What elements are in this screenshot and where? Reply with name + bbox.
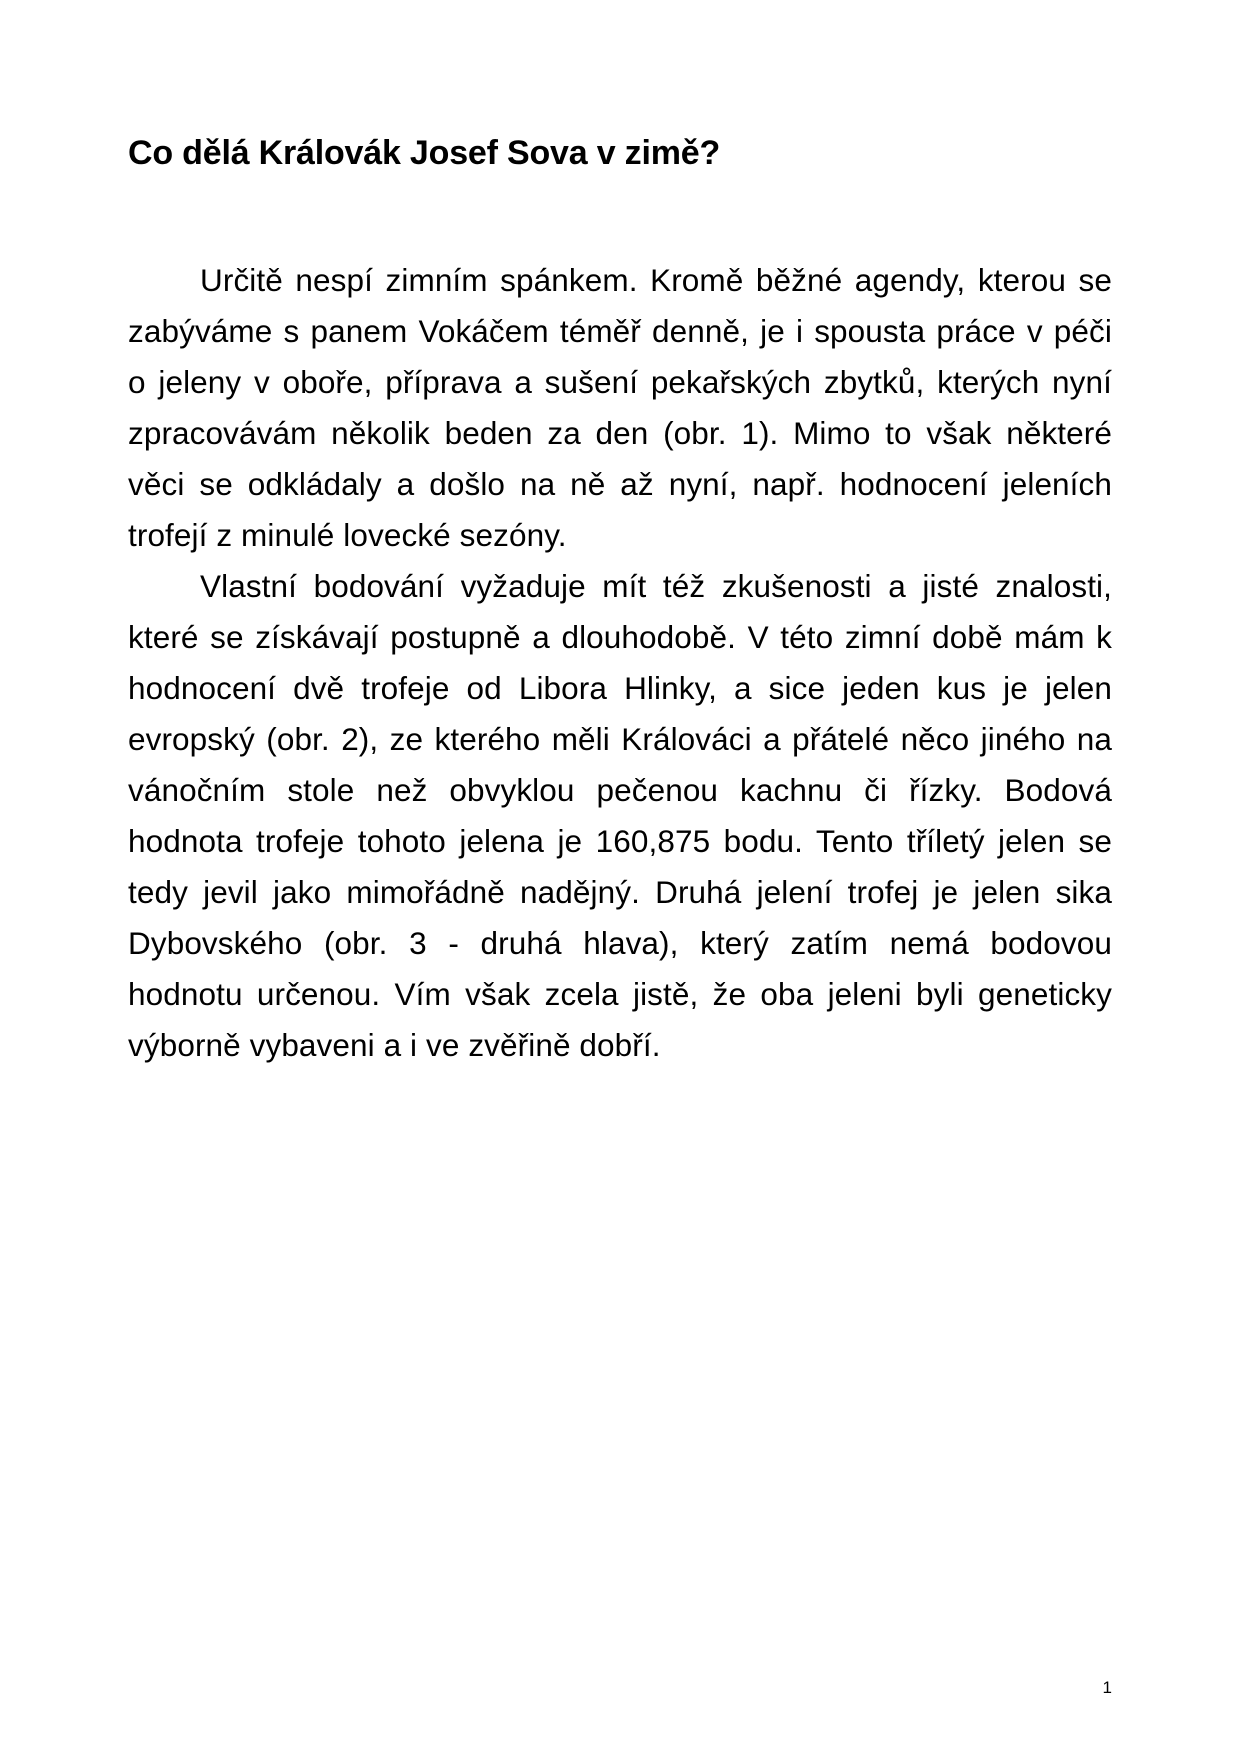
paragraph-2: Vlastní bodování vyžaduje mít též zkušenosti a jisté znalosti, které se získávají postupně a dlouhodobě. V této zimní době mám k hodnocení dvě trofeje od Libora Hlinky, a sice jeden kus je jelen evropský (obr. 2), ze kterého měli Králováci a přátelé něco jiného na vánočním stole než obvyklou pečenou kachnu či řízky. Bodová hodnota trofeje tohoto jelena je 160,875 bodu. Tento tříletý jelen se tedy jevil jako mimořádně nadějný. Druhá jelení trofej je jelen sika Dybovského (obr. 3 - druhá hlava), který zatím nemá bodovou hodnotu určenou. Vím však zcela jistě, že oba jeleni byli geneticky výborně vybaveni a i ve zvěřině dobří.	[128, 567, 1112, 1063]
paragraph-1: Určitě nespí zimním spánkem. Kromě běžné agendy, kterou se zabýváme s panem Vokáčem téměř denně, je i spousta práce v péči o jeleny v oboře, příprava a sušení pekařských zbytků, kterých nyní zpracovávám několik beden za den (obr. 1). Mimo to však některé věci se odkládaly a došlo na ně až nyní, např. hodnocení jeleních trofejí z minulé lovecké sezóny.	[128, 261, 1112, 553]
page-title: Co dělá Královák Josef Sova v zimě?	[128, 134, 721, 172]
page-number: 1	[1102, 1678, 1112, 1697]
